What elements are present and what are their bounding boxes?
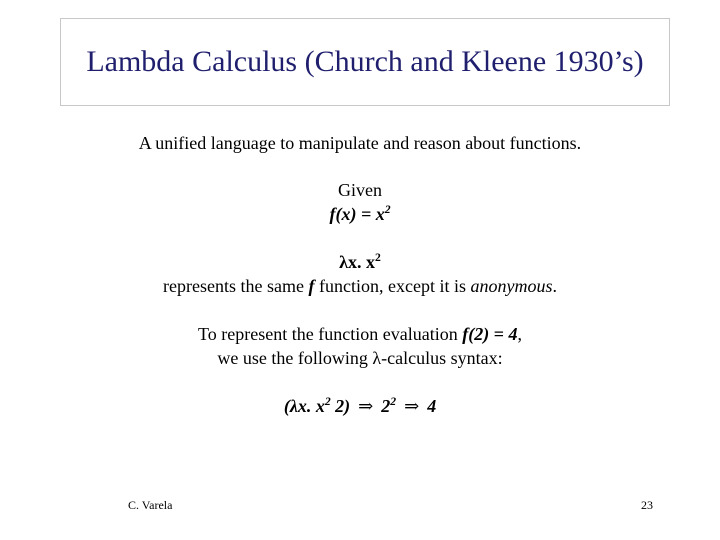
represents-mid: function, except it is — [314, 276, 471, 296]
eval2-post: -calculus syntax: — [381, 348, 503, 368]
represents-line — [0, 276, 720, 297]
function-definition — [0, 204, 720, 225]
lambda-expression — [0, 252, 720, 273]
red-result: 4 — [427, 396, 437, 416]
footer-author: C. Varela — [128, 498, 173, 512]
implies-arrow-icon: ⇒ — [404, 396, 420, 416]
evaluation-line-1 — [0, 324, 720, 345]
lambda-symbol: λ — [339, 252, 348, 272]
lambda-exponent: 2 — [375, 251, 381, 264]
represents-f: f — [308, 276, 315, 296]
eval1-expr: f(2) = 4 — [462, 324, 518, 344]
lambda-body: x. x — [348, 252, 375, 272]
evaluation-line-2 — [0, 348, 720, 369]
represents-pre: represents the same — [163, 276, 309, 296]
eval1-pre: To represent the function evaluation — [198, 324, 463, 344]
f-def-lhs: f(x) — [329, 204, 357, 224]
title-box — [60, 18, 670, 106]
f-def-eq: = x — [356, 204, 385, 224]
red-exp1: 2 — [324, 395, 331, 408]
intro-text: A unified language to manipulate and reason about functions. — [138, 133, 582, 153]
red-lambda: λ — [289, 396, 298, 416]
footer-page-number: 23 — [641, 498, 653, 512]
f-def-exponent: 2 — [384, 203, 391, 216]
slide-title: Lambda Calculus (Church and Kleene 1930’s) — [86, 45, 644, 78]
red-exp2: 2 — [390, 395, 397, 408]
red-body: x. x — [297, 396, 325, 416]
eval1-post: , — [517, 324, 522, 344]
red-base: 2 — [381, 396, 391, 416]
reduction-expression — [0, 396, 720, 417]
represents-post: . — [552, 276, 557, 296]
red-arg: 2) — [330, 396, 351, 416]
given-label: Given — [338, 180, 382, 200]
implies-arrow-icon: ⇒ — [358, 396, 374, 416]
eval2-lambda: λ — [372, 348, 382, 368]
red-open: ( — [283, 396, 290, 416]
eval2-pre: we use the following — [217, 348, 373, 368]
represents-anonymous: anonymous — [470, 276, 553, 296]
